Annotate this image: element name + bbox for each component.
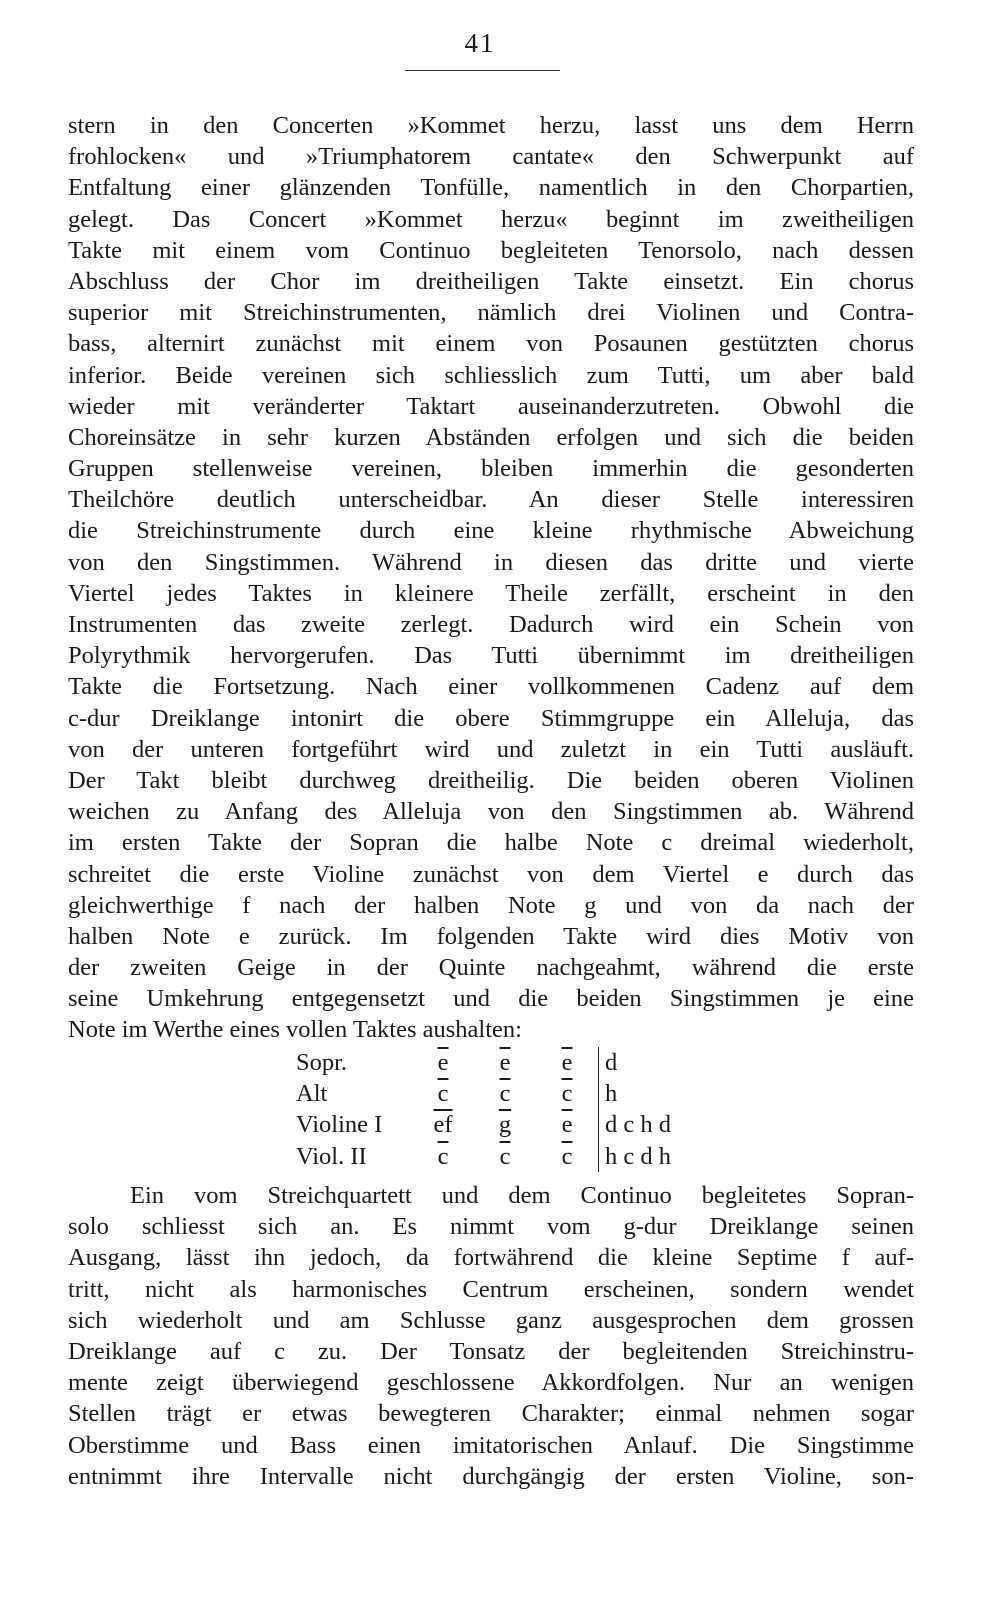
text-line: stern in den Concerten »Kommet herzu, lasst uns dem Herrn	[68, 112, 914, 139]
text-line: superior mit Streichinstrumenten, nämlich drei Violinen und Contra-	[68, 299, 914, 327]
text-line: Theilchöre deutlich unterscheidbar. An dieser Stelle interessiren	[68, 486, 914, 514]
bar2-notes: h c d h	[599, 1141, 722, 1172]
text-line: c-dur Dreiklange intonirt die obere Stimmgruppe ein Alleluja, das	[68, 704, 914, 732]
note: $\overline{ef}$	[433, 1111, 453, 1139]
part-name: Violine I	[296, 1111, 383, 1139]
text-line: Abschluss der Chor im dreitheiligen Takte einsetzt. Ein chorus	[68, 267, 914, 295]
text-line: Entfaltung einer glänzenden Tonfülle, namentlich in den Chorpartien,	[68, 174, 914, 202]
table-row	[290, 1078, 721, 1109]
text-line: Note im Werthe eines vollen Taktes aushalten:	[68, 1016, 522, 1044]
text-line: frohlocken« und »Triumphatorem cantate« den Schwerpunkt auf	[68, 143, 914, 171]
bar2-notes: d c h d	[599, 1109, 722, 1140]
header-rule	[405, 70, 560, 71]
text-line: inferior. Beide vereinen sich schliesslich zum Tutti, um aber bald	[68, 361, 914, 389]
paragraph-second	[68, 1180, 914, 1492]
text-line: Polyrythmik hervorgerufen. Das Tutti übernimmt im dreitheiligen	[68, 642, 914, 670]
text-line: Choreinsätze in sehr kurzen Abständen erfolgen und sich die beiden	[68, 423, 914, 451]
text-line: Takte mit einem vom Continuo begleiteten Tenorsolo, nach dessen	[68, 236, 914, 264]
note: $\overline{c}$	[561, 1080, 573, 1108]
text-line: mente zeigt überwiegend geschlossene Akkordfolgen. Nur an wenigen	[68, 1369, 914, 1397]
note: $\overline{c}$	[437, 1142, 449, 1170]
note-table	[290, 1047, 721, 1172]
note: $\overline{g}$	[498, 1111, 512, 1139]
part-name: Viol. II	[296, 1142, 367, 1170]
note: $\overline{c}$	[437, 1080, 449, 1108]
text-line: von den Singstimmen. Während in diesen das dritte und vierte	[68, 548, 914, 576]
text-line: tritt, nicht als harmonisches Centrum erscheinen, sondern wendet	[68, 1275, 914, 1303]
text-line: gleichwerthige f nach der halben Note g und von da nach der	[68, 891, 914, 919]
note: $\overline{e}$	[437, 1049, 449, 1076]
text-line: schreitet die erste Violine zunächst von dem Viertel e durch das	[68, 860, 914, 888]
text-line: solo schliesst sich an. Es nimmt vom g-dur Dreiklange seinen	[68, 1213, 914, 1241]
text-line: Stellen trägt er etwas bewegteren Charakter; einmal nehmen sogar	[68, 1400, 914, 1428]
text-line: Ein vom Streichquartett und dem Continuo begleitetes Sopran-	[130, 1182, 914, 1209]
text-line: die Streichinstrumente durch eine kleine rhythmische Abweichung	[68, 517, 914, 545]
text-line: Takte die Fortsetzung. Nach einer vollkommenen Cadenz auf dem	[68, 673, 914, 701]
text-line: Oberstimme und Bass einen imitatorischen Anlauf. Die Singstimme	[68, 1431, 914, 1459]
text-line: Der Takt bleibt durchweg dreitheilig. Die beiden oberen Violinen	[68, 766, 914, 794]
text-line: entnimmt ihre Intervalle nicht durchgängig der ersten Violine, son-	[68, 1462, 914, 1490]
text-line: Gruppen stellenweise vereinen, bleiben immerhin die gesonderten	[68, 455, 914, 483]
text-line: sich wiederholt und am Schlusse ganz ausgesprochen dem grossen	[68, 1306, 914, 1334]
text-line: bass, alternirt zunächst mit einem von Posaunen gestützten chorus	[68, 330, 914, 358]
table-row	[290, 1141, 721, 1172]
part-name: Sopr.	[296, 1049, 348, 1076]
text-line: Viertel jedes Taktes in kleinere Theile zerfällt, erscheint in den	[68, 579, 914, 607]
note: $\overline{c}$	[561, 1142, 573, 1170]
text-line: halben Note e zurück. Im folgenden Takte wird dies Motiv von	[68, 922, 914, 950]
page-number: 41	[464, 28, 496, 58]
text-line: wieder mit veränderter Taktart auseinanderzutreten. Obwohl die	[68, 392, 914, 420]
text-line: der zweiten Geige in der Quinte nachgeahmt, während die erste	[68, 954, 914, 982]
note: $\overline{e}$	[561, 1111, 573, 1139]
note: $\overline{e}$	[561, 1049, 573, 1076]
part-name: Alt	[296, 1080, 328, 1108]
note: $\overline{c}$	[499, 1142, 511, 1170]
note: $\overline{c}$	[499, 1080, 511, 1108]
text-line: seine Umkehrung entgegensetzt und die beiden Singstimmen je eine	[68, 985, 914, 1013]
text-line: gelegt. Das Concert »Kommet herzu« beginnt im zweitheiligen	[68, 205, 914, 233]
bar2-notes: h	[599, 1078, 722, 1109]
table-row	[290, 1109, 721, 1140]
text-line: Dreiklange auf c zu. Der Tonsatz der begleitenden Streichinstru-	[68, 1337, 914, 1365]
paragraph-main	[68, 110, 914, 1046]
table-row	[290, 1047, 721, 1078]
text-line: von der unteren fortgeführt wird und zuletzt in ein Tutti ausläuft.	[68, 735, 914, 763]
text-line: Instrumenten das zweite zerlegt. Dadurch wird ein Schein von	[68, 611, 914, 638]
text-line: weichen zu Anfang des Alleluja von den Singstimmen ab. Während	[68, 798, 914, 826]
text-line: Ausgang, lässt ihn jedoch, da fortwährend die kleine Septime f auf-	[68, 1244, 914, 1272]
bar2-notes: d	[599, 1047, 722, 1078]
note: $\overline{e}$	[499, 1049, 511, 1076]
text-line: im ersten Takte der Sopran die halbe Note c dreimal wiederholt,	[68, 829, 914, 857]
